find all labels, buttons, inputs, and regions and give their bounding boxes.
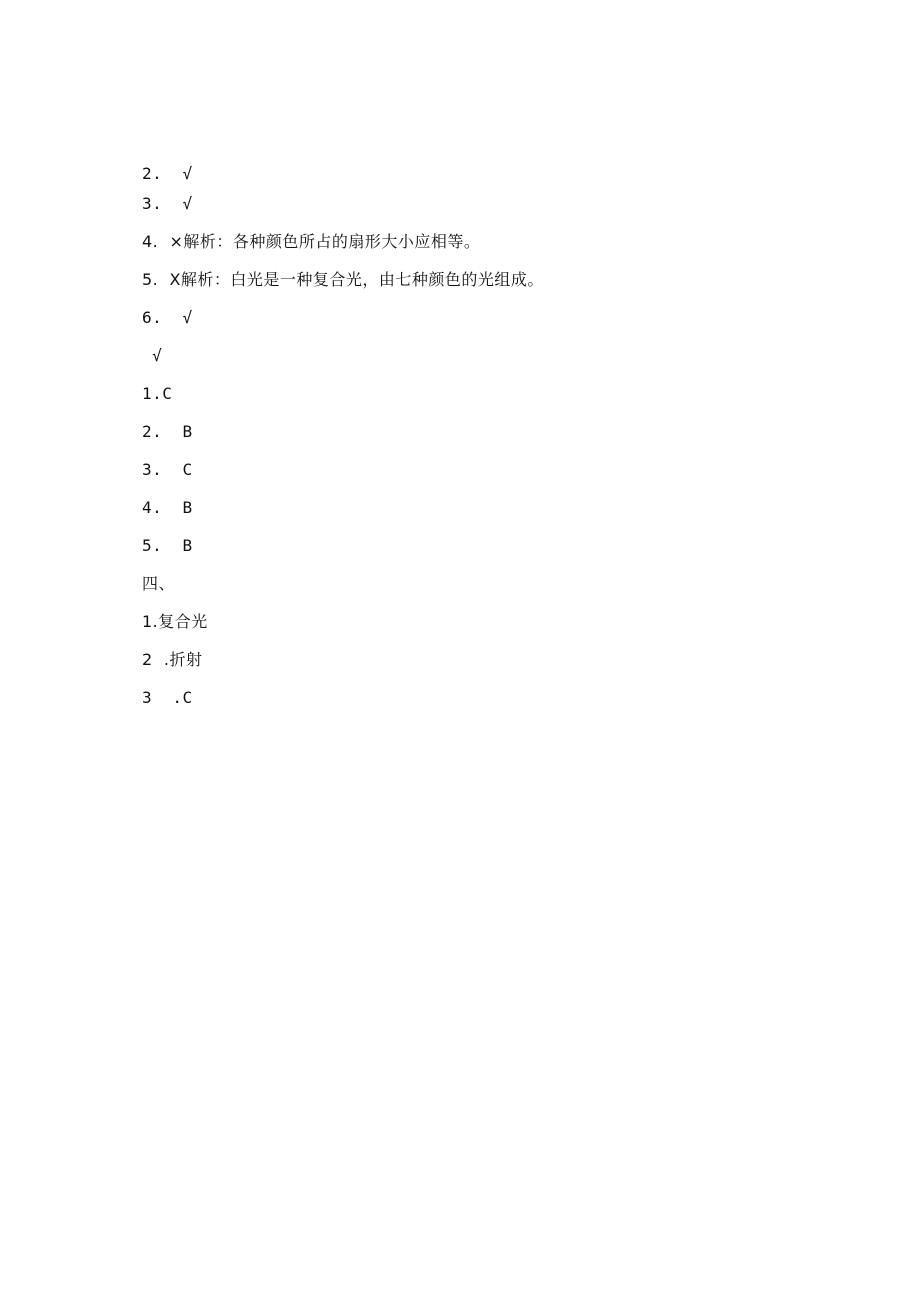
answer-line: 1.C <box>142 384 173 403</box>
answer-line: 4. B <box>142 498 193 517</box>
answer-line: 5. X解析：白光是一种复合光，由七种颜色的光组成。 <box>142 270 544 289</box>
answer-line: 3. √ <box>142 194 193 213</box>
answer-line: 2 .折射 <box>142 650 203 669</box>
answer-line: 2. B <box>142 422 193 441</box>
answer-line: √ <box>142 346 163 365</box>
answer-line: 5. B <box>142 536 193 555</box>
answer-line: 2. √ <box>142 164 193 183</box>
answer-line: 4. ×解析：各种颜色所占的扇形大小应相等。 <box>142 232 481 251</box>
section-heading: 四、 <box>142 574 176 593</box>
answer-line: 6. √ <box>142 308 193 327</box>
answer-line: 3. C <box>142 460 193 479</box>
answer-line: 3 .C <box>142 688 193 707</box>
answer-line: 1.复合光 <box>142 612 208 631</box>
